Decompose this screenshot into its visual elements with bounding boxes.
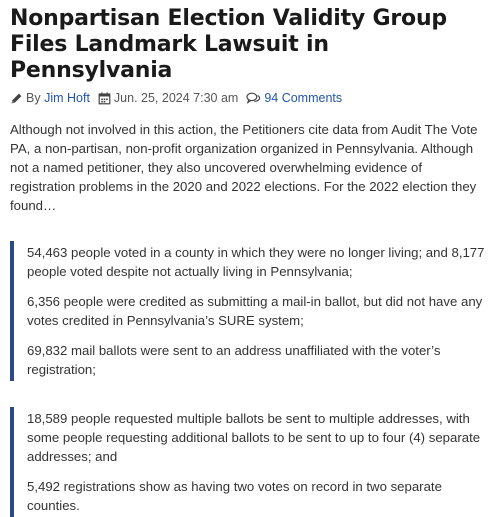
quote-paragraph: 5,492 registrations show as having two votes on record in two separate counties.: [27, 479, 442, 513]
author-link[interactable]: Jim Hoft: [44, 91, 90, 105]
comments-icon[interactable]: [246, 92, 261, 105]
pencil-icon: [10, 92, 23, 105]
article-meta: [10, 90, 490, 106]
quote-paragraph: 69,832 mail ballots were sent to an address unaffiliated with the voter’s registration;: [27, 343, 441, 377]
quote-paragraph: 6,356 people were credited as submitting a mail-in ballot, but did not have any votes credited in Pennsylvania’s SURE system;: [27, 294, 483, 328]
intro-paragraph: Although not involved in this action, the Petitioners cite data from Audit The Vote PA, a non-partisan, non-profit organization organized in Pennsylvania. Although not a named petitioner, they also uncovered overwhelming evidence of registration problems in the 2020 and 2022 elections. For the 2022 election they found…: [10, 122, 478, 213]
comments-link[interactable]: 94 Comments: [264, 91, 343, 105]
by-label: By: [26, 91, 41, 105]
quote-paragraph: 18,589 people requested multiple ballots be sent to multiple addresses, with some people requesting additional ballots to be sent to up to four (4) separate addresses; and: [27, 411, 481, 464]
blockquote-1: [10, 241, 490, 381]
quote-paragraph: 54,463 people voted in a county in which they were no longer living; and 8,177 people voted despite not actually living in Pennsylvania;: [27, 245, 485, 279]
calendar-icon: [98, 92, 111, 105]
blockquote-2: [10, 407, 490, 517]
article-date: Jun. 25, 2024 7:30 am: [113, 91, 239, 105]
article-title: Nonpartisan Election Validity Group Files Landmark Lawsuit in Pennsylvania: [10, 6, 447, 83]
